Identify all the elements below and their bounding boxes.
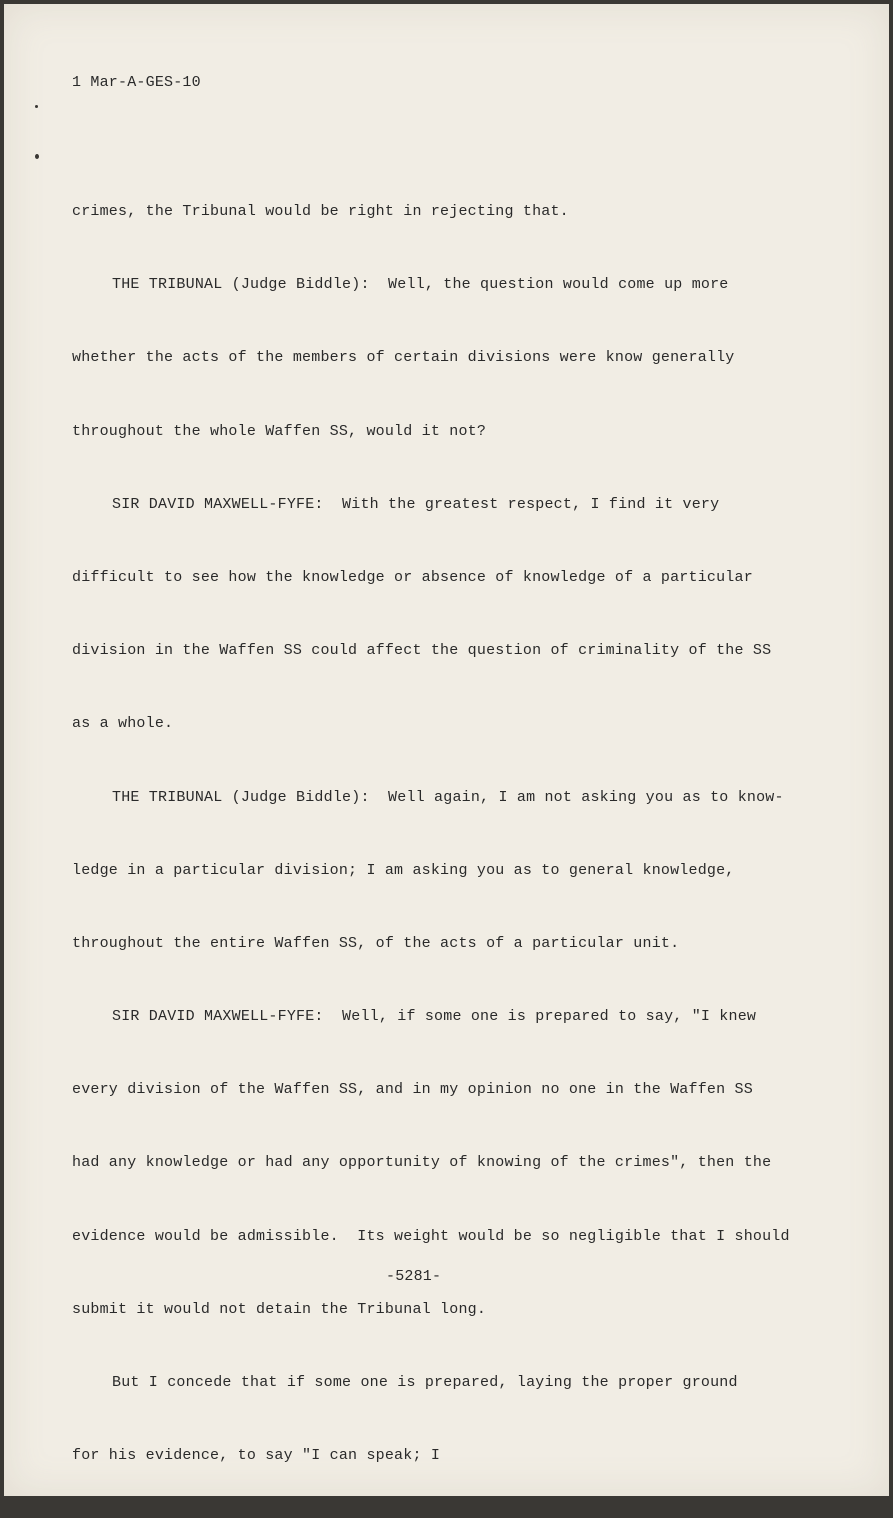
text-line: evidence would be admissible. Its weight would be so negligible that I should (72, 1227, 790, 1245)
margin-mark (35, 105, 38, 108)
text-line: submit it would not detain the Tribunal long. (72, 1300, 487, 1318)
text-line: SIR DAVID MAXWELL-FYFE: With the greatest respect, I find it very (112, 495, 720, 513)
page-number: -5281- (386, 1268, 442, 1285)
text-line: SIR DAVID MAXWELL-FYFE: Well, if some one is prepared to say, "I knew (112, 1008, 757, 1026)
text-line: THE TRIBUNAL (Judge Biddle): Well again, I am not asking you as to know- (112, 788, 784, 806)
document-page (4, 4, 889, 1496)
text-line: But I concede that if some one is prepared, laying the proper ground (112, 1374, 738, 1391)
text-line: crimes, the Tribunal would be right in rejecting that. (72, 203, 569, 220)
text-line: every division of the Waffen SS, and in my opinion no one in the Waffen SS (72, 1081, 753, 1099)
text-line: as a whole. (72, 715, 174, 733)
text-line: whether the acts of the members of certain divisions were know generally (72, 349, 735, 367)
document-body (72, 167, 790, 1518)
text-line: throughout the whole Waffen SS, would it not? (72, 422, 487, 440)
text-line: for his evidence, to say "I can speak; I (72, 1447, 441, 1465)
text-line: had any knowledge or had any opportunity of knowing of the crimes", then the (72, 1154, 772, 1172)
text-line: throughout the entire Waffen SS, of the acts of a particular unit. (72, 934, 680, 952)
text-line: division in the Waffen SS could affect the question of criminality of the SS (72, 642, 772, 660)
document-header: 1 Mar-A-GES-10 (72, 74, 201, 91)
text-line: difficult to see how the knowledge or absence of knowledge of a particular (72, 568, 753, 586)
text-line: ledge in a particular division; I am asking you as to general knowledge, (72, 861, 735, 879)
margin-mark (35, 154, 39, 159)
text-line: THE TRIBUNAL (Judge Biddle): Well, the question would come up more (112, 276, 729, 294)
